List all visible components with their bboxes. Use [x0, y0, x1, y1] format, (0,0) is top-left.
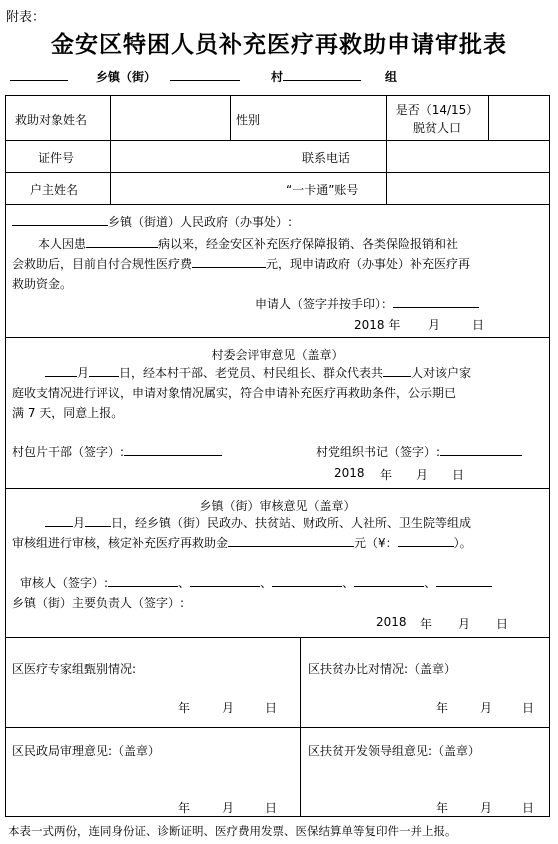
month-blank[interactable]: [45, 514, 73, 527]
reviewer-sign-blank[interactable]: [272, 574, 342, 587]
phone-label: 联系电话: [302, 151, 351, 165]
p1-text: 病以来，经金安区补充医疗保障报销、各类保险报销和社: [158, 237, 459, 251]
p1-text: 日，经本村干部、老党员、村民组长、群众代表共: [119, 366, 384, 380]
township-p1: [45, 513, 471, 533]
poverty-office-label: 区扶贫办比对情况:（盖章）: [308, 662, 457, 676]
township-day: 日: [496, 617, 509, 631]
month-blank[interactable]: [45, 364, 77, 377]
secretary-signature: [316, 442, 522, 462]
reviewer-label: 审核人（签字）:: [20, 576, 109, 590]
form-title: 金安区特困人员补充医疗再救助申请审批表: [51, 32, 507, 58]
civil-affairs-day: 日: [265, 801, 278, 815]
poverty-office-day: 日: [522, 701, 535, 715]
village-blank[interactable]: [283, 68, 361, 81]
application-day: 日: [472, 318, 485, 332]
footer-note: 本表一式两份，连同身份证、诊断证明、医疗费用发票、医保结算单等复印件一并上报。: [8, 824, 457, 838]
poverty-label-1: 是否（14/15）: [395, 103, 479, 117]
name-label: 救助对象姓名: [15, 113, 88, 127]
civil-affairs-month: 月: [222, 801, 235, 815]
township-year-unit: 年: [420, 617, 433, 631]
civil-affairs-label: 区民政局审理意见:（盖章）: [12, 744, 161, 758]
addressee-text: 乡镇（街道）人民政府（办事处）:: [108, 215, 293, 229]
village-year: 2018: [334, 466, 365, 480]
town-name-blank[interactable]: [170, 68, 240, 81]
application-addressee: [12, 212, 292, 232]
p2-text: 会救助后，目前自付合规性医疗费: [12, 257, 193, 271]
application-month: 月: [428, 318, 441, 332]
cadre-label: 村包片干部（签字）:: [12, 445, 125, 459]
reviewer-sign-blank[interactable]: [108, 574, 178, 587]
poverty-leading-day: 日: [522, 801, 535, 815]
account-label: “一卡通”账号: [286, 183, 359, 197]
township-label: 乡镇（街）: [96, 70, 157, 84]
reviewer-signature: 审核人（签字）: 、 、 、 、: [20, 573, 492, 593]
applicant-label: 申请人（签字并按手印）：: [255, 297, 394, 311]
application-p1: [38, 234, 458, 254]
col-divider: [110, 95, 111, 204]
township-p2: [12, 533, 472, 553]
p1-text: 本人因患: [38, 237, 87, 251]
township-heading: 乡镇（街）审核意见（盖章）: [199, 499, 356, 513]
application-year: 2018 年: [354, 318, 401, 332]
reviewer-sign-blank[interactable]: [354, 574, 424, 587]
expert-month: 月: [222, 701, 235, 715]
poverty-label-2: 脱贫人口: [412, 121, 461, 135]
township-month: 月: [458, 617, 471, 631]
col-divider: [230, 95, 231, 140]
town-name-line: [170, 68, 240, 84]
village-month: 月: [416, 468, 429, 482]
civil-affairs-year: 年: [178, 801, 191, 815]
expert-year: 年: [178, 701, 191, 715]
col-divider: [488, 95, 489, 140]
secretary-sign-blank[interactable]: [440, 443, 522, 456]
p2-text: ）。: [453, 536, 472, 550]
amount-number-blank[interactable]: [398, 534, 454, 547]
village-line: [271, 68, 361, 85]
day-blank[interactable]: [89, 364, 119, 377]
row-divider: [5, 488, 550, 489]
row-divider: [5, 337, 550, 338]
village-p3: 满 7 天，同意上报。: [12, 406, 124, 420]
month-text: 月: [77, 366, 90, 380]
village-label: 村: [271, 70, 284, 84]
village-p1: [45, 363, 471, 383]
village-year-unit: 年: [380, 468, 393, 482]
id-label: 证件号: [38, 151, 75, 165]
row-divider: [5, 172, 550, 173]
cadre-sign-blank[interactable]: [124, 443, 222, 456]
village-p2: 庭收支情况进行评议，申请对象情况属实，符合申请补充医疗再救助条件，公示期已: [12, 386, 457, 400]
village-day: 日: [452, 468, 465, 482]
p2-text: 审核组进行审核，核定补充医疗再救助金: [12, 536, 229, 550]
leader-signature: 乡镇（街）主要负责人（签字）:: [12, 596, 185, 610]
day-blank[interactable]: [85, 514, 111, 527]
p1-text: 日，经乡镇（街）民政办、扶贫站、财政所、人社所、卫生院等组成: [111, 516, 472, 530]
col-divider: [300, 637, 301, 817]
appendix-label: 附表：: [6, 10, 46, 25]
township-year: 2018: [376, 615, 407, 629]
row-divider: [5, 727, 550, 728]
applicant-sign-blank[interactable]: [393, 295, 479, 308]
expert-day: 日: [265, 701, 278, 715]
row-divider: [5, 637, 550, 638]
poverty-office-month: 月: [480, 701, 493, 715]
group-label: 组: [385, 70, 398, 84]
expert-label: 区医疗专家组甄别情况:: [12, 662, 137, 676]
p2-text: 元，现申请政府（办事处）补充医疗再: [266, 257, 471, 271]
township-line: [10, 68, 68, 84]
expense-blank[interactable]: [192, 255, 266, 268]
application-p3: 救助资金。: [12, 277, 73, 291]
p2-text: 元（¥：: [354, 536, 398, 550]
head-label: 户主姓名: [30, 183, 79, 197]
township-blank[interactable]: [10, 68, 68, 81]
village-heading: 村委会评审意见（盖章）: [211, 348, 344, 362]
applicant-signature: [255, 294, 479, 314]
month-text: 月: [73, 516, 86, 530]
poverty-leading-month: 月: [480, 801, 493, 815]
poverty-leading-label: 区扶贫开发领导组意见:（盖章）: [308, 744, 481, 758]
people-count-blank[interactable]: [383, 364, 411, 377]
township-name-blank[interactable]: [12, 213, 108, 226]
reviewer-sign-blank[interactable]: [190, 574, 260, 587]
gender-label: 性别: [236, 113, 261, 127]
secretary-label: 村党组织书记（签字）:: [316, 445, 441, 459]
application-p2: [12, 254, 470, 274]
row-divider: [5, 140, 550, 141]
amount-blank[interactable]: [228, 534, 354, 547]
row-divider: [5, 204, 550, 205]
poverty-leading-year: 年: [436, 801, 449, 815]
poverty-office-year: 年: [436, 701, 449, 715]
disease-blank[interactable]: [86, 235, 158, 248]
p1-text: 人对该户家: [411, 366, 472, 380]
cadre-signature: [12, 442, 222, 462]
reviewer-sign-blank[interactable]: [436, 574, 492, 587]
